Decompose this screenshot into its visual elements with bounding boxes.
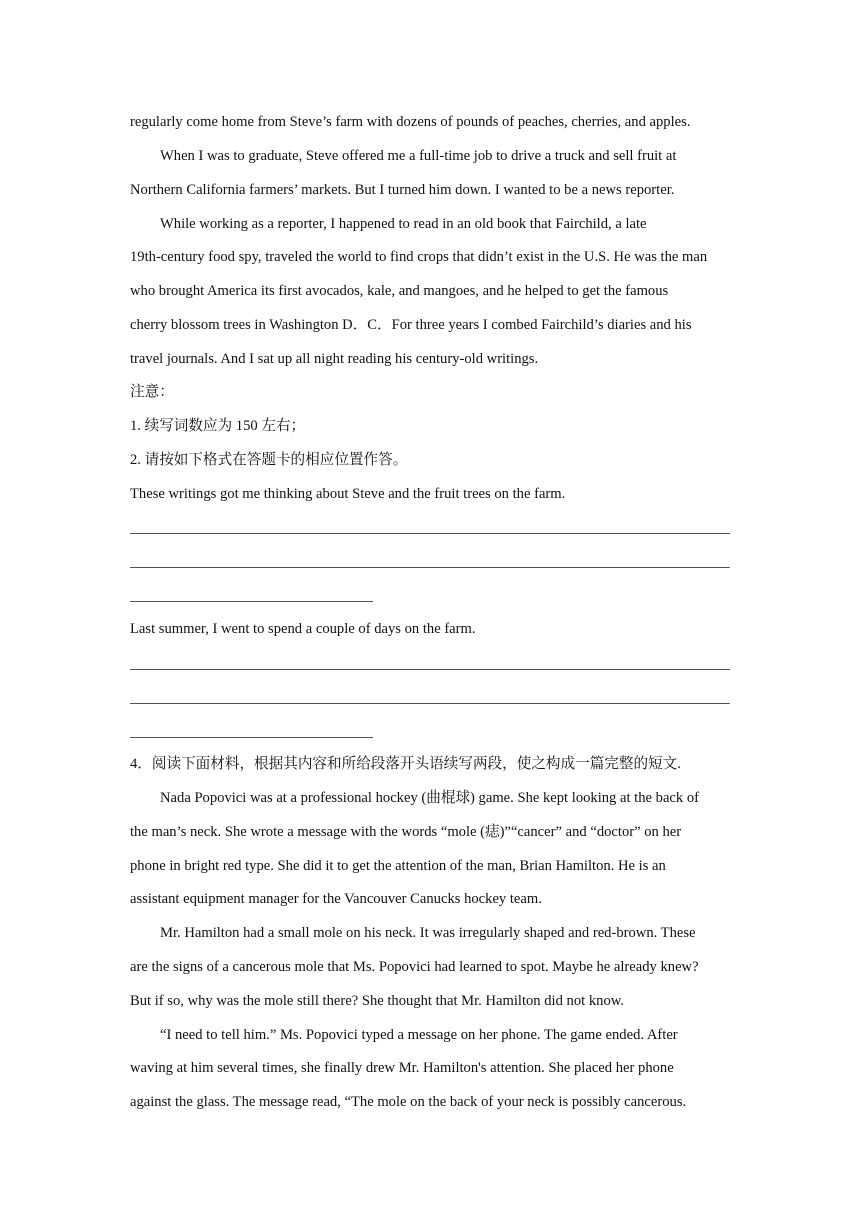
question-4-line: are the signs of a cancerous mole that Ms. Popovici had learned to spot. Maybe he already knew? <box>130 959 699 975</box>
question-4-line: phone in bright red type. She did it to get the attention of the man, Brian Hamilton. He is an <box>130 858 666 874</box>
question-4-line: “I need to tell him.” Ms. Popovici typed a message on her phone. The game ended. After <box>160 1027 678 1043</box>
question-4-line: assistant equipment manager for the Vancouver Canucks hockey team. <box>130 891 542 907</box>
paragraph-opener-2: Last summer, I went to spend a couple of days on the farm. <box>130 621 476 637</box>
question-4-line: Nada Popovici was at a professional hockey (曲棍球) game. She kept looking at the back of <box>160 790 700 806</box>
notes-heading: 注意： <box>130 384 174 400</box>
passage-line: cherry blossom trees in Washington D．C．For three years I combed Fairchild’s diaries and his <box>130 317 692 333</box>
answer-line <box>130 567 730 568</box>
notes-item-word-count: 1. 续写词数应为 150 左右； <box>130 418 306 434</box>
answer-line <box>130 703 730 704</box>
answer-line <box>130 737 373 738</box>
answer-line <box>130 533 730 534</box>
question-4-line: Mr. Hamilton had a small mole on his neck. It was irregularly shaped and red-brown. These <box>160 925 696 941</box>
notes-item-format: 2. 请按如下格式在答题卡的相应位置作答。 <box>130 452 408 468</box>
question-4-line: But if so, why was the mole still there? She thought that Mr. Hamilton did not know. <box>130 993 624 1009</box>
passage-line: While working as a reporter, I happened to read in an old book that Fairchild, a late <box>160 216 647 232</box>
passage-line: When I was to graduate, Steve offered me a full-time job to drive a truck and sell fruit at <box>160 148 677 164</box>
paragraph-opener-1: These writings got me thinking about Steve and the fruit trees on the farm. <box>130 486 566 502</box>
answer-line <box>130 601 373 602</box>
question-4-line: against the glass. The message read, “The mole on the back of your neck is possibly cancerous. <box>130 1094 687 1110</box>
passage-line: Northern California farmers’ markets. But I turned him down. I wanted to be a news reporter. <box>130 182 675 198</box>
passage-line: who brought America its first avocados, kale, and mangoes, and he helped to get the famous <box>130 283 669 299</box>
passage-line: 19th-century food spy, traveled the world to find crops that didn’t exist in the U.S. He was the man <box>130 249 708 265</box>
question-4-instruction: 4．阅读下面材料，根据其内容和所给段落开头语续写两段，使之构成一篇完整的短文. <box>130 756 681 772</box>
passage-line: regularly come home from Steve’s farm with dozens of pounds of peaches, cherries, and apples. <box>130 114 691 130</box>
answer-line <box>130 669 730 670</box>
question-4-line: waving at him several times, she finally drew Mr. Hamilton's attention. She placed her phone <box>130 1060 674 1076</box>
passage-line: travel journals. And I sat up all night reading his century-old writings. <box>130 351 539 367</box>
question-4-line: the man’s neck. She wrote a message with the words “mole (痣)”“cancer” and “doctor” on her <box>130 824 682 840</box>
